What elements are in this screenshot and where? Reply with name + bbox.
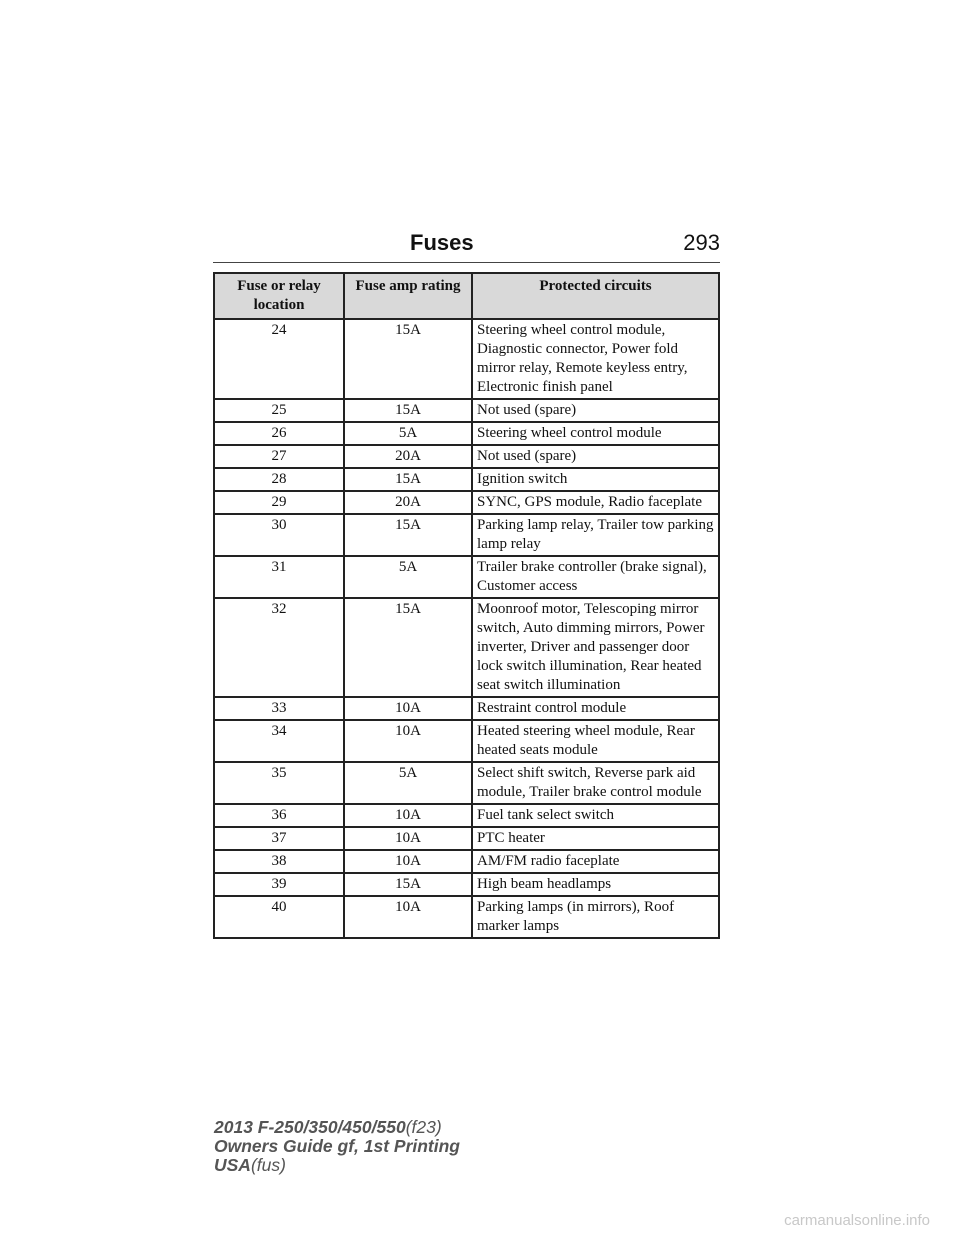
fuse-amp-cell: 10A	[344, 850, 472, 873]
fuse-amp-cell: 15A	[344, 873, 472, 896]
fuse-location-cell: 30	[214, 514, 344, 556]
fuse-location-cell: 24	[214, 319, 344, 399]
footer-guide: Owners Guide gf, 1st Printing	[214, 1136, 460, 1156]
watermark: carmanualsonline.info	[784, 1212, 930, 1229]
column-header-protected-circuits: Protected circuits	[472, 273, 719, 319]
protected-circuits-cell: Select shift switch, Reverse park aid module, Trailer brake control module	[472, 762, 719, 804]
table-row	[214, 514, 719, 556]
fuse-amp-cell: 5A	[344, 556, 472, 598]
table-row	[214, 720, 719, 762]
fuse-amp-cell: 20A	[344, 491, 472, 514]
table-header-row	[214, 273, 719, 319]
table-row	[214, 556, 719, 598]
page-header	[213, 228, 720, 263]
protected-circuits-cell: Parking lamps (in mirrors), Roof marker lamps	[472, 896, 719, 938]
fuse-amp-cell: 10A	[344, 697, 472, 720]
document-footer	[214, 1118, 460, 1175]
table-row	[214, 422, 719, 445]
fuse-location-cell: 25	[214, 399, 344, 422]
fuse-amp-cell: 15A	[344, 319, 472, 399]
protected-circuits-cell: PTC heater	[472, 827, 719, 850]
protected-circuits-cell: Ignition switch	[472, 468, 719, 491]
protected-circuits-cell: Not used (spare)	[472, 399, 719, 422]
page-title: Fuses	[410, 230, 474, 255]
footer-line-model	[214, 1118, 460, 1137]
protected-circuits-cell: SYNC, GPS module, Radio faceplate	[472, 491, 719, 514]
table-row	[214, 468, 719, 491]
fuse-amp-cell: 15A	[344, 468, 472, 491]
fuse-amp-cell: 10A	[344, 827, 472, 850]
fuse-location-cell: 36	[214, 804, 344, 827]
table-row	[214, 827, 719, 850]
fuse-amp-cell: 5A	[344, 762, 472, 804]
footer-line-guide	[214, 1137, 460, 1156]
page-number: 293	[683, 230, 720, 255]
table-row	[214, 873, 719, 896]
table-row	[214, 896, 719, 938]
footer-line-market	[214, 1156, 460, 1175]
footer-model-code: (f23)	[405, 1117, 442, 1137]
fuse-amp-cell: 5A	[344, 422, 472, 445]
fuse-amp-cell: 10A	[344, 804, 472, 827]
table-row	[214, 850, 719, 873]
table-row	[214, 491, 719, 514]
protected-circuits-cell: Fuel tank select switch	[472, 804, 719, 827]
protected-circuits-cell: High beam headlamps	[472, 873, 719, 896]
table-row	[214, 399, 719, 422]
fuse-table	[213, 272, 720, 939]
fuse-location-cell: 31	[214, 556, 344, 598]
fuse-location-cell: 29	[214, 491, 344, 514]
fuse-location-cell: 40	[214, 896, 344, 938]
fuse-location-cell: 32	[214, 598, 344, 697]
protected-circuits-cell: Trailer brake controller (brake signal), Customer access	[472, 556, 719, 598]
fuse-amp-cell: 10A	[344, 896, 472, 938]
fuse-location-cell: 37	[214, 827, 344, 850]
footer-model: 2013 F-250/350/450/550	[214, 1117, 406, 1137]
protected-circuits-cell: Not used (spare)	[472, 445, 719, 468]
table-row	[214, 319, 719, 399]
protected-circuits-cell: Moonroof motor, Telescoping mirror switch, Auto dimming mirrors, Power inverter, Driver and passenger door lock switch illumination, Rear heated seat switch illumination	[472, 598, 719, 697]
protected-circuits-cell: Steering wheel control module	[472, 422, 719, 445]
table-row	[214, 762, 719, 804]
fuse-location-cell: 26	[214, 422, 344, 445]
table-row	[214, 598, 719, 697]
fuse-location-cell: 39	[214, 873, 344, 896]
protected-circuits-cell: Parking lamp relay, Trailer tow parking lamp relay	[472, 514, 719, 556]
protected-circuits-cell: Heated steering wheel module, Rear heated seats module	[472, 720, 719, 762]
footer-market: USA	[214, 1155, 251, 1175]
fuse-amp-cell: 20A	[344, 445, 472, 468]
fuse-location-cell: 27	[214, 445, 344, 468]
column-header-location: Fuse or relay location	[214, 273, 344, 319]
column-header-amp-rating: Fuse amp rating	[344, 273, 472, 319]
fuse-table-body	[214, 319, 719, 938]
fuse-amp-cell: 15A	[344, 598, 472, 697]
fuse-location-cell: 33	[214, 697, 344, 720]
fuse-location-cell: 38	[214, 850, 344, 873]
fuse-amp-cell: 15A	[344, 514, 472, 556]
table-row	[214, 445, 719, 468]
fuse-location-cell: 35	[214, 762, 344, 804]
fuse-location-cell: 34	[214, 720, 344, 762]
fuse-location-cell: 28	[214, 468, 344, 491]
protected-circuits-cell: AM/FM radio faceplate	[472, 850, 719, 873]
table-row	[214, 697, 719, 720]
footer-market-code: (fus)	[250, 1155, 286, 1175]
table-row	[214, 804, 719, 827]
fuse-amp-cell: 15A	[344, 399, 472, 422]
protected-circuits-cell: Restraint control module	[472, 697, 719, 720]
fuse-amp-cell: 10A	[344, 720, 472, 762]
protected-circuits-cell: Steering wheel control module, Diagnostic connector, Power fold mirror relay, Remote keyless entry, Electronic finish panel	[472, 319, 719, 399]
